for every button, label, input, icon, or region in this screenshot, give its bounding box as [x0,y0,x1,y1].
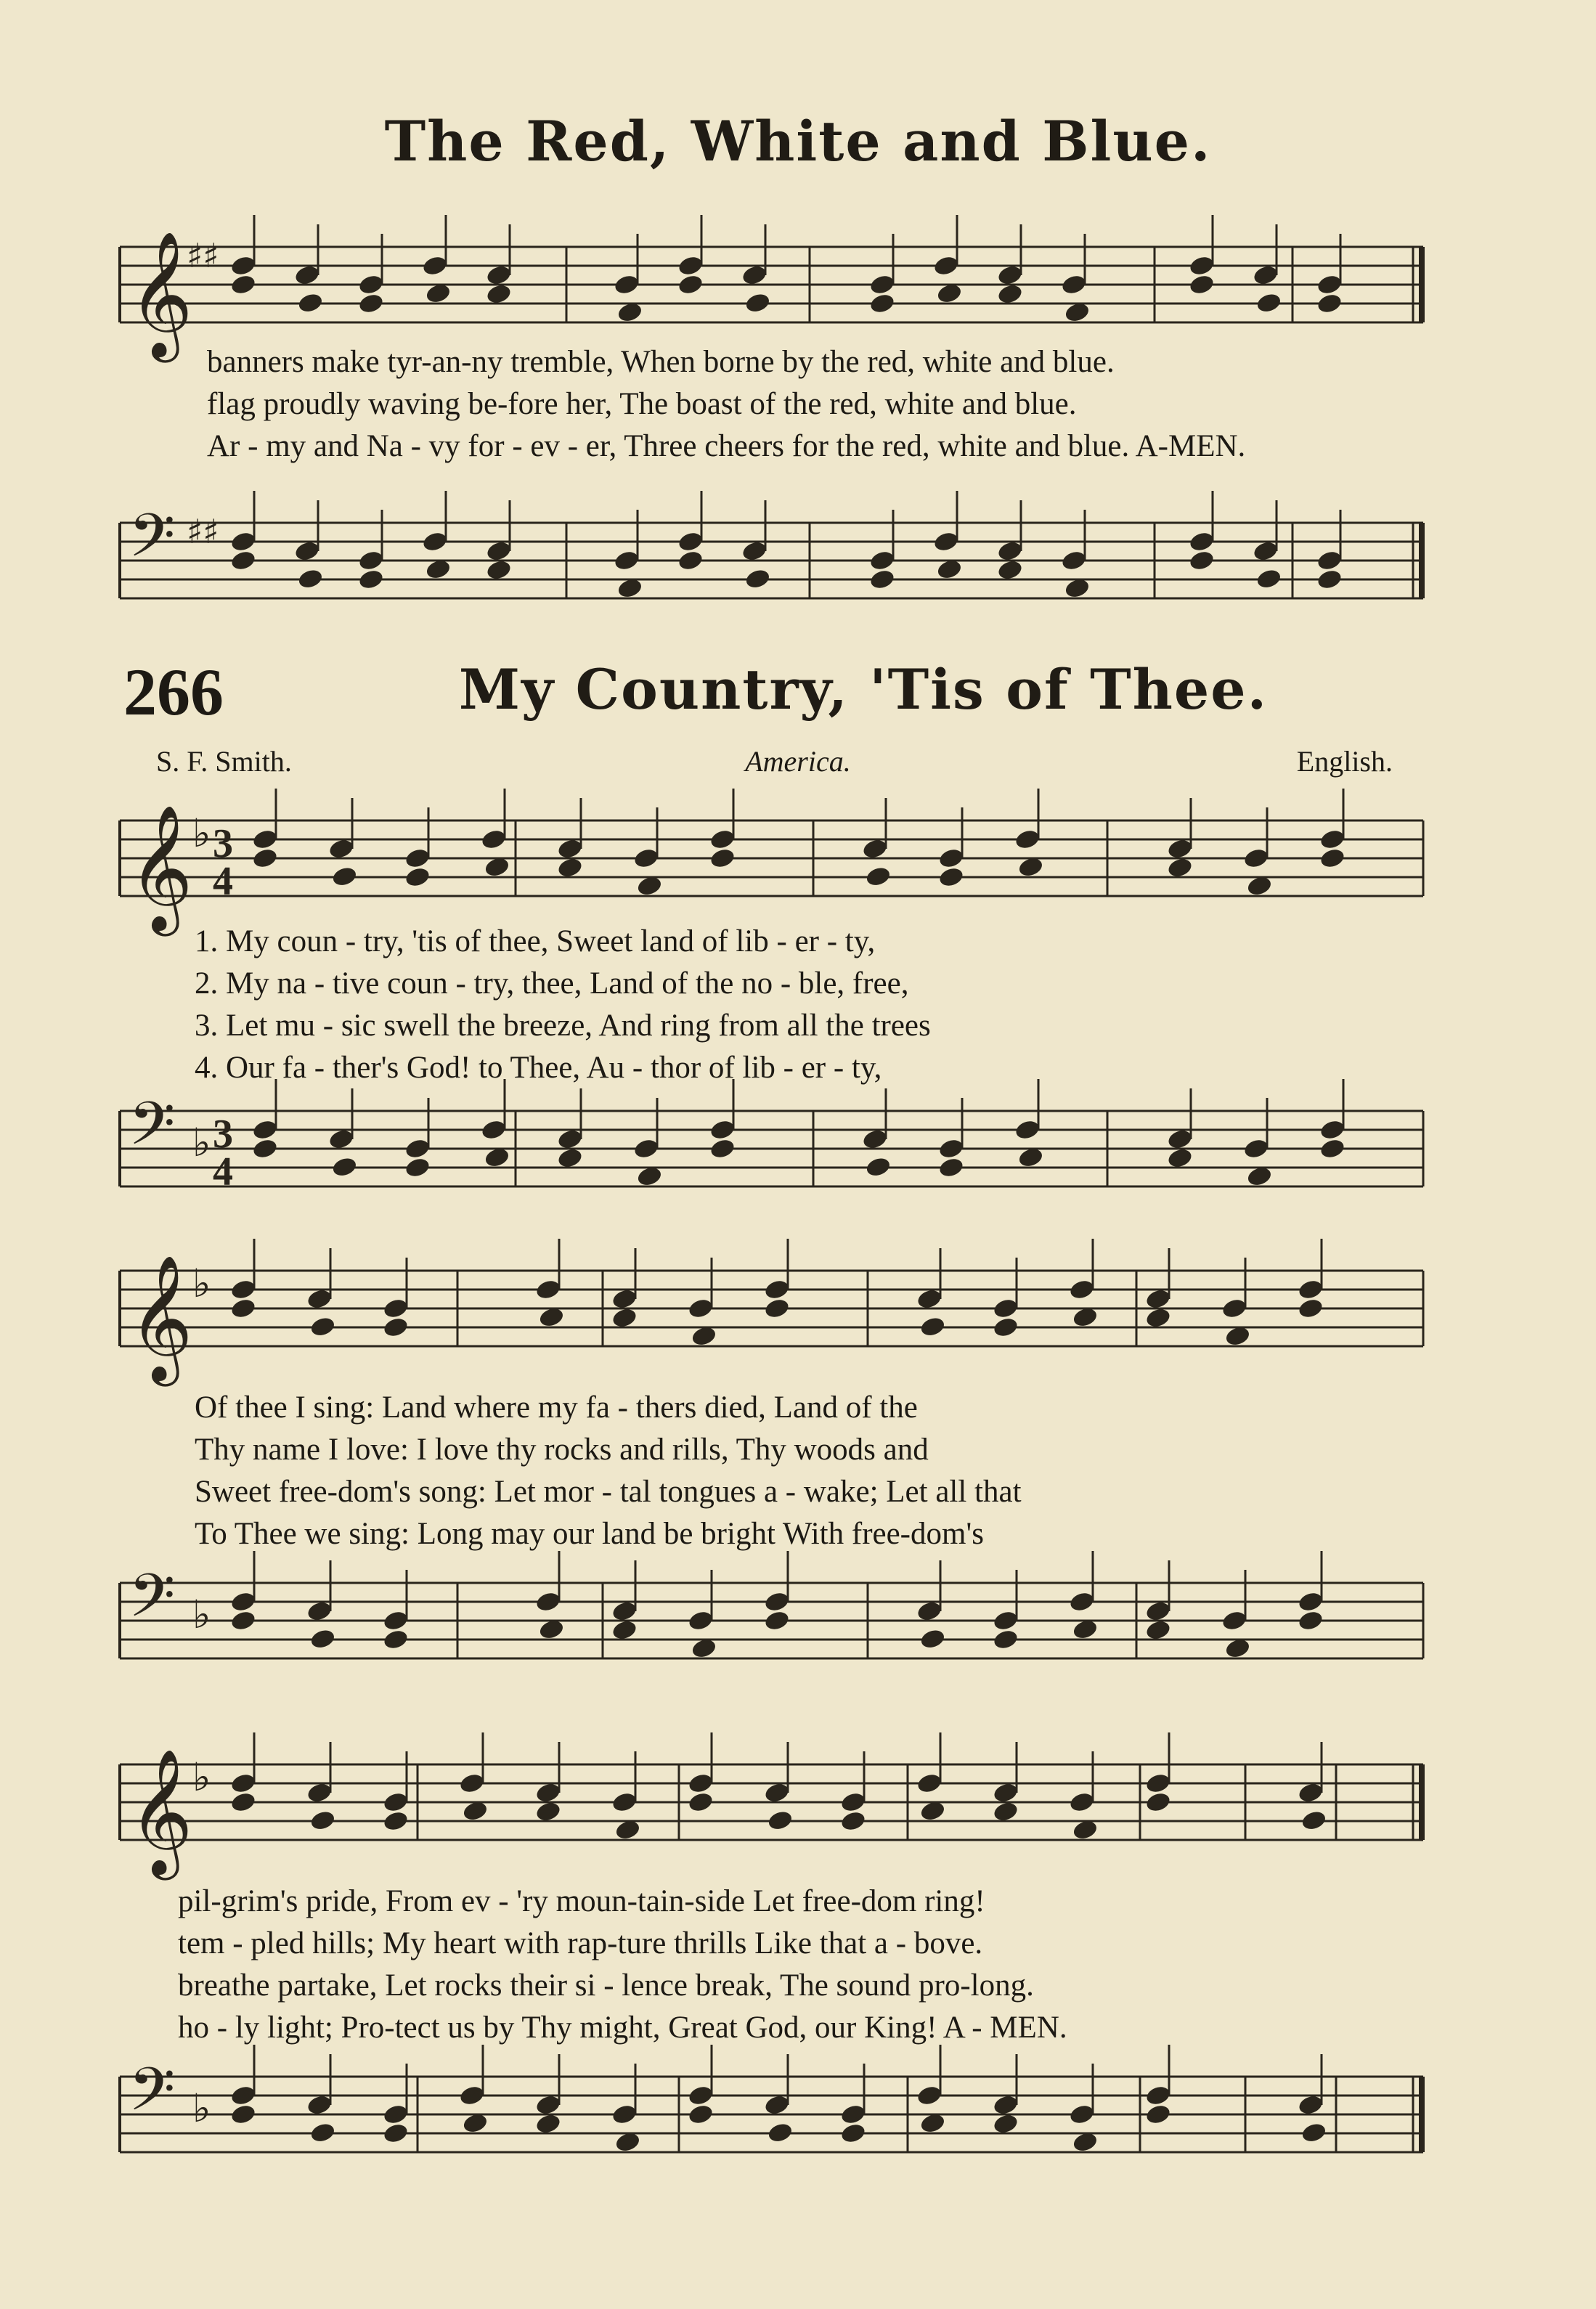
notehead [382,2122,410,2145]
notehead [919,1627,947,1650]
lyric-line: flag proudly waving be-fore her, The boast of the red, white and blue. [207,387,1077,421]
notehead [865,865,892,888]
final-bar-thick [1419,247,1425,322]
notehead [1014,1118,1041,1141]
notehead [1144,1772,1172,1795]
notehead [1297,1781,1324,1804]
treble-staff-system-3 [0,1743,1596,1888]
notehead [293,539,321,563]
notehead [865,1155,892,1178]
treble-clef-icon: 𝄞 [129,1748,193,1875]
time-signature-bottom: 4 [213,1149,233,1194]
notehead [1188,549,1216,572]
notehead [861,837,889,860]
notehead [611,1618,638,1642]
notehead [485,558,513,582]
notehead [1242,847,1270,870]
final-bar-thick [1419,2077,1425,2152]
notehead [1297,1297,1324,1320]
notehead [1166,856,1194,879]
notehead [306,1781,333,1804]
notehead [1188,273,1216,296]
notehead [1188,530,1216,553]
hymn-number: 266 [123,655,224,729]
notehead [1166,837,1194,860]
notehead [868,273,896,296]
notehead [1144,1618,1172,1642]
notehead [229,2103,257,2126]
bass-staff-system-1 [0,1089,1596,1234]
notehead [1316,292,1343,315]
notehead [1188,254,1216,277]
key-flat-icon: ♭ [192,1120,211,1165]
notehead [868,568,896,591]
lyric-line: ho - ly light; Pro-tect us by Thy might, Great God, our King! A - MEN. [178,2011,1067,2045]
notehead [687,1297,714,1320]
notehead [556,856,584,879]
notehead [229,1590,257,1613]
notehead [868,549,896,572]
notehead [932,254,960,277]
notehead [1166,1147,1194,1170]
notehead [485,282,513,306]
notehead [687,1609,714,1632]
notehead [1319,828,1346,851]
lyric-line: pil-grim's pride, From ev - 'ry moun-tain-side Let free-dom ring! [178,1884,985,1918]
notehead [1300,2121,1328,2144]
notehead [306,2093,333,2117]
notehead [763,1590,791,1613]
lyric-line: Ar - my and Na - vy for - ev - er, Three cheers for the red, white and blue. A-MEN. [207,429,1246,463]
notehead [632,847,660,870]
notehead [382,2103,410,2126]
bass-staff-top-hymn [0,501,1596,646]
notehead [534,1800,562,1823]
notehead [229,1297,257,1320]
treble-clef-icon: 𝄞 [129,231,193,357]
notehead [992,1297,1019,1320]
lyric-line: To Thee we sing: Long may our land be bright With free-dom's [195,1517,984,1551]
notehead [763,2093,791,2117]
hymn-title-red-white-blue: The Red, White and Blue. [384,109,1212,174]
notehead [229,254,257,277]
notehead [480,1118,508,1141]
notehead [744,567,772,590]
notehead [613,549,640,572]
notehead [916,1287,943,1311]
final-bar-thick [1419,523,1425,598]
notehead [382,1316,410,1339]
lyric-line: breathe partake, Let rocks their si - lence break, The sound pro-long. [178,1968,1034,2003]
notehead [458,1772,486,1795]
notehead [763,1781,791,1804]
bass-clef-icon: 𝄢 [129,1088,176,1173]
bass-staff-system-2 [0,1561,1596,1706]
bass-clef-icon: 𝄢 [129,1560,176,1645]
notehead [611,1791,638,1814]
notehead [229,273,257,296]
time-signature-bottom: 4 [213,859,233,904]
notehead [611,1287,638,1311]
notehead [251,828,279,851]
notehead [309,1315,337,1338]
treble-clef-icon: 𝄞 [129,1255,193,1381]
notehead [534,1590,562,1613]
notehead [992,1316,1019,1339]
notehead [309,1809,337,1832]
notehead [1316,273,1343,296]
treble-clef-icon: 𝄞 [129,805,193,931]
notehead [763,1297,791,1320]
notehead [1060,549,1088,572]
notehead [534,1781,562,1804]
notehead [741,264,768,287]
notehead [632,1137,660,1160]
notehead [1221,1297,1248,1320]
notehead [916,1772,943,1795]
notehead [534,2093,562,2117]
notehead [992,2093,1019,2117]
notehead [687,2103,714,2126]
notehead [709,847,736,870]
time-signature-top: 3 [213,821,233,866]
notehead [937,866,965,889]
notehead [839,1791,867,1814]
notehead [404,1156,431,1179]
notehead [1068,1278,1096,1301]
notehead [916,2084,943,2107]
key-flat-icon: ♭ [192,1592,211,1637]
notehead [331,865,359,888]
notehead [1300,1809,1328,1832]
notehead [309,2121,337,2144]
notehead [992,1800,1019,1823]
notehead [458,2084,486,2107]
notehead [327,837,355,860]
notehead [306,1600,333,1623]
notehead [1068,1590,1096,1613]
notehead [1297,2093,1324,2117]
notehead [1297,1278,1324,1301]
notehead [1144,2103,1172,2126]
notehead [919,1315,947,1338]
notehead [485,539,513,563]
notehead [556,1147,584,1170]
notehead [996,264,1024,287]
notehead [1252,539,1279,563]
notehead [251,847,279,870]
bass-clef-icon: 𝄢 [129,2054,176,2139]
notehead [382,1791,410,1814]
notehead [485,264,513,287]
notehead [251,1137,279,1160]
notehead [1255,291,1283,314]
notehead [1316,549,1343,572]
notehead [932,530,960,553]
notehead [677,530,704,553]
notehead [996,282,1024,306]
notehead [357,273,385,296]
key-flat-icon: ♭ [192,2085,211,2131]
bass-clef-icon: 𝄢 [129,500,176,585]
lyric-line: banners make tyr-an-ny tremble, When borne by the red, white and blue. [207,345,1115,379]
key-flat-icon: ♭ [192,1261,211,1306]
notehead [767,2121,794,2144]
notehead [839,2122,867,2145]
notehead [357,549,385,572]
notehead [763,1609,791,1632]
notehead [229,1772,257,1795]
notehead [1144,1600,1172,1623]
notehead [677,549,704,572]
notehead [309,1627,337,1650]
notehead [611,1600,638,1623]
notehead [709,828,736,851]
notehead [480,828,508,851]
notehead [1242,1137,1270,1160]
notehead [839,2103,867,2126]
lyric-line: Of thee I sing: Land where my fa - thers died, Land of the [195,1390,918,1425]
notehead [1014,828,1041,851]
notehead [1166,1128,1194,1151]
notehead [611,2103,638,2126]
bass-staff-system-3 [0,2055,1596,2200]
notehead [1144,2084,1172,2107]
notehead [229,530,257,553]
notehead [534,2112,562,2135]
notehead [297,567,325,590]
hymn-title-my-country: My Country, 'Tis of Thee. [458,657,1269,722]
notehead [1068,1791,1096,1814]
lyric-line: Sweet free-dom's song: Let mor - tal tongues a - wake; Let all that [195,1475,1022,1509]
notehead [744,291,772,314]
notehead [382,1809,410,1833]
notehead [992,1781,1019,1804]
notehead [839,1809,867,1833]
notehead [611,1306,638,1329]
lyric-line: tem - pled hills; My heart with rap-ture thrills Like that a - bove. [178,1926,983,1960]
notehead [229,549,257,572]
notehead [613,273,640,296]
notehead [327,1128,355,1151]
notehead [677,273,704,296]
notehead [421,530,449,553]
lyric-line: 4. Our fa - ther's God! to Thee, Au - thor of lib - er - ty, [195,1051,882,1085]
notehead [404,1137,431,1160]
notehead [1144,1791,1172,1814]
notehead [861,1128,889,1151]
notehead [1144,1287,1172,1311]
notehead [1319,847,1346,870]
notehead [229,1791,257,1814]
notehead [992,1628,1019,1651]
notehead [1255,567,1283,590]
notehead [229,1278,257,1301]
final-bar-thick [1419,1764,1425,1840]
notehead [687,2084,714,2107]
notehead [916,1600,943,1623]
notehead [382,1609,410,1632]
notehead [709,1137,736,1160]
notehead [1221,1609,1248,1632]
notehead [992,2112,1019,2135]
notehead [741,539,768,563]
notehead [868,292,896,315]
lyric-line: 2. My na - tive coun - try, thee, Land of the no - ble, free, [195,966,909,1001]
author-credit: S. F. Smith. [156,745,292,778]
notehead [357,292,385,315]
notehead [937,847,965,870]
notehead [763,1278,791,1301]
notehead [1252,264,1279,287]
notehead [937,1137,965,1160]
notehead [404,866,431,889]
notehead [1319,1118,1346,1141]
lyric-line: 1. My coun - try, 'tis of thee, Sweet land of lib - er - ty, [195,924,876,958]
notehead [1297,1590,1324,1613]
notehead [556,837,584,860]
notehead [421,254,449,277]
key-sharp-icon: ♯♯ [187,236,219,275]
notehead [306,1287,333,1311]
notehead [293,264,321,287]
notehead [331,1155,359,1178]
notehead [357,568,385,591]
notehead [709,1118,736,1141]
notehead [251,1118,279,1141]
notehead [996,558,1024,582]
key-flat-icon: ♭ [192,1754,211,1800]
tune-source: English. [1296,745,1393,778]
notehead [1316,568,1343,591]
time-signature-top: 3 [213,1112,233,1157]
lyric-line: Thy name I love: I love thy rocks and rills, Thy woods and [195,1433,929,1467]
notehead [687,1791,714,1814]
notehead [404,847,431,870]
notehead [229,2084,257,2107]
notehead [556,1128,584,1151]
notehead [382,1628,410,1651]
notehead [1144,1306,1172,1329]
notehead [229,1609,257,1632]
notehead [382,1297,410,1320]
lyric-line: 3. Let mu - sic swell the breeze, And ring from all the trees [195,1009,931,1043]
notehead [992,1609,1019,1632]
notehead [996,539,1024,563]
notehead [687,1772,714,1795]
notehead [767,1809,794,1832]
key-flat-icon: ♭ [192,810,211,856]
notehead [534,1278,562,1301]
notehead [1297,1609,1324,1632]
key-sharp-icon: ♯♯ [187,512,219,551]
notehead [1068,2103,1096,2126]
notehead [1060,273,1088,296]
notehead [937,1156,965,1179]
notehead [297,291,325,314]
notehead [1319,1137,1346,1160]
tune-name: America. [745,745,851,778]
notehead [677,254,704,277]
treble-staff-system-2 [0,1249,1596,1394]
